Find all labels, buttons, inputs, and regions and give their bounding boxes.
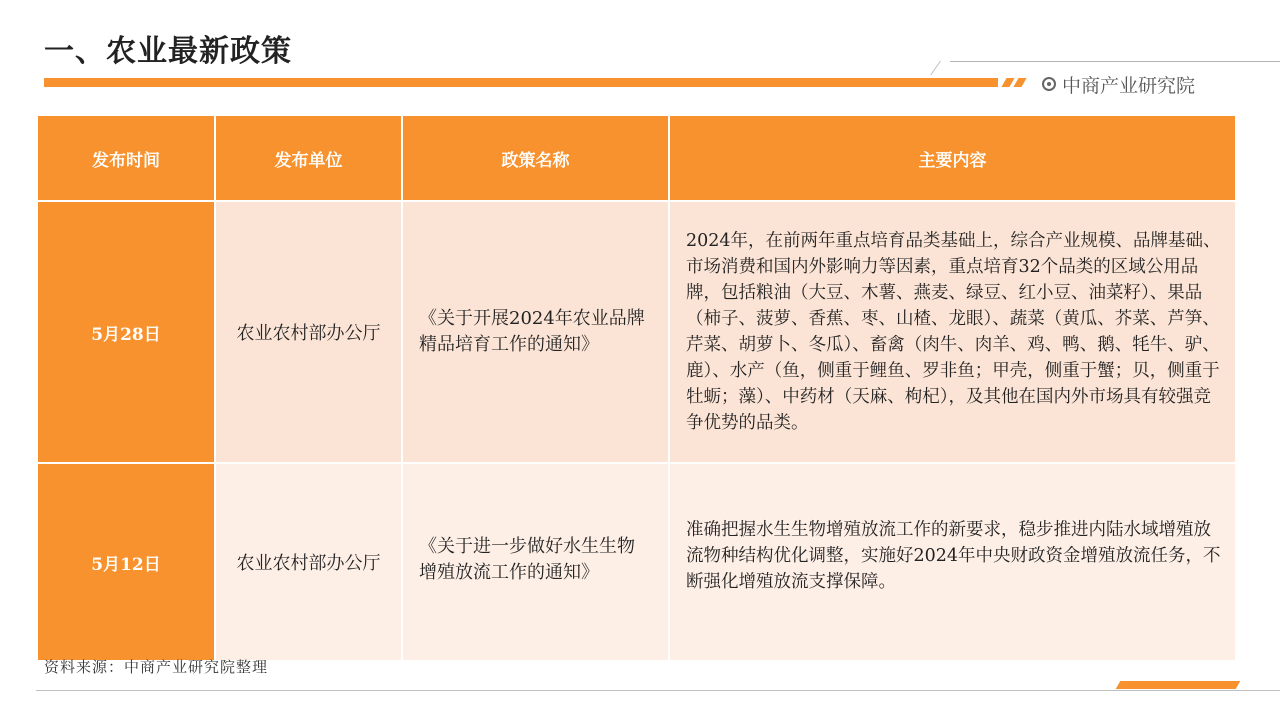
unit-cell: 农业农村部办公厅 [215,463,402,661]
table-row [37,201,1236,463]
footer-line [36,690,1280,691]
policy-table [36,114,1237,662]
header-date: 发布时间 [37,115,215,201]
brand-name: 中商产业研究院 [1062,74,1196,97]
decor-stripe [1013,78,1026,87]
source-note: 资料来源：中商产业研究院整理 [44,658,269,676]
decor-line [930,61,941,75]
content-cell: 准确把握水生生物增殖放流工作的新要求，稳步推进内陆水域增殖放流物种结构优化调整，实施好2024年中央财政资金增殖放流任务，不断强化增殖放流支撑保障。 [669,463,1236,661]
header-unit: 发布单位 [215,115,402,201]
brand-logo [1042,71,1195,97]
date-cell: 5月12日 [37,463,215,661]
table-header-row [37,115,1236,201]
policy-name-cell: 《关于进一步做好水生生物增殖放流工作的通知》 [402,463,669,661]
circle-logo-icon [1042,77,1056,91]
header-content: 主要内容 [669,115,1236,201]
title-underline-bar [44,78,998,87]
unit-cell: 农业农村部办公厅 [215,201,402,463]
policy-name-cell: 《关于开展2024年农业品牌精品培育工作的通知》 [402,201,669,463]
decor-stripe [1001,78,1014,87]
date-cell: 5月28日 [37,201,215,463]
page-title: 一、农业最新政策 [44,34,292,69]
decor-stripe [1116,681,1241,689]
content-cell: 2024年，在前两年重点培育品类基础上，综合产业规模、品牌基础、市场消费和国内外影响力等因素，重点培育32个品类的区域公用品牌，包括粮油（大豆、木薯、燕麦、绿豆、红小豆、油菜籽）、果品（柿子、菠萝、香蕉、枣、山楂、龙眼）、蔬菜（黄瓜、芥菜、芦笋、芹菜、胡萝卜、冬瓜）、畜禽（肉牛、肉羊、鸡、鸭、鹅、牦牛、驴、鹿）、水产（鱼，侧重于鲤鱼、罗非鱼；甲壳，侧重于蟹；贝，侧重于牡蛎；藻）、中药材（天麻、枸杞），及其他在国内外市场具有较强竞争优势的品类。 [669,201,1236,463]
table-row [37,463,1236,661]
header-policy-name: 政策名称 [402,115,669,201]
decor-line [950,61,1280,62]
